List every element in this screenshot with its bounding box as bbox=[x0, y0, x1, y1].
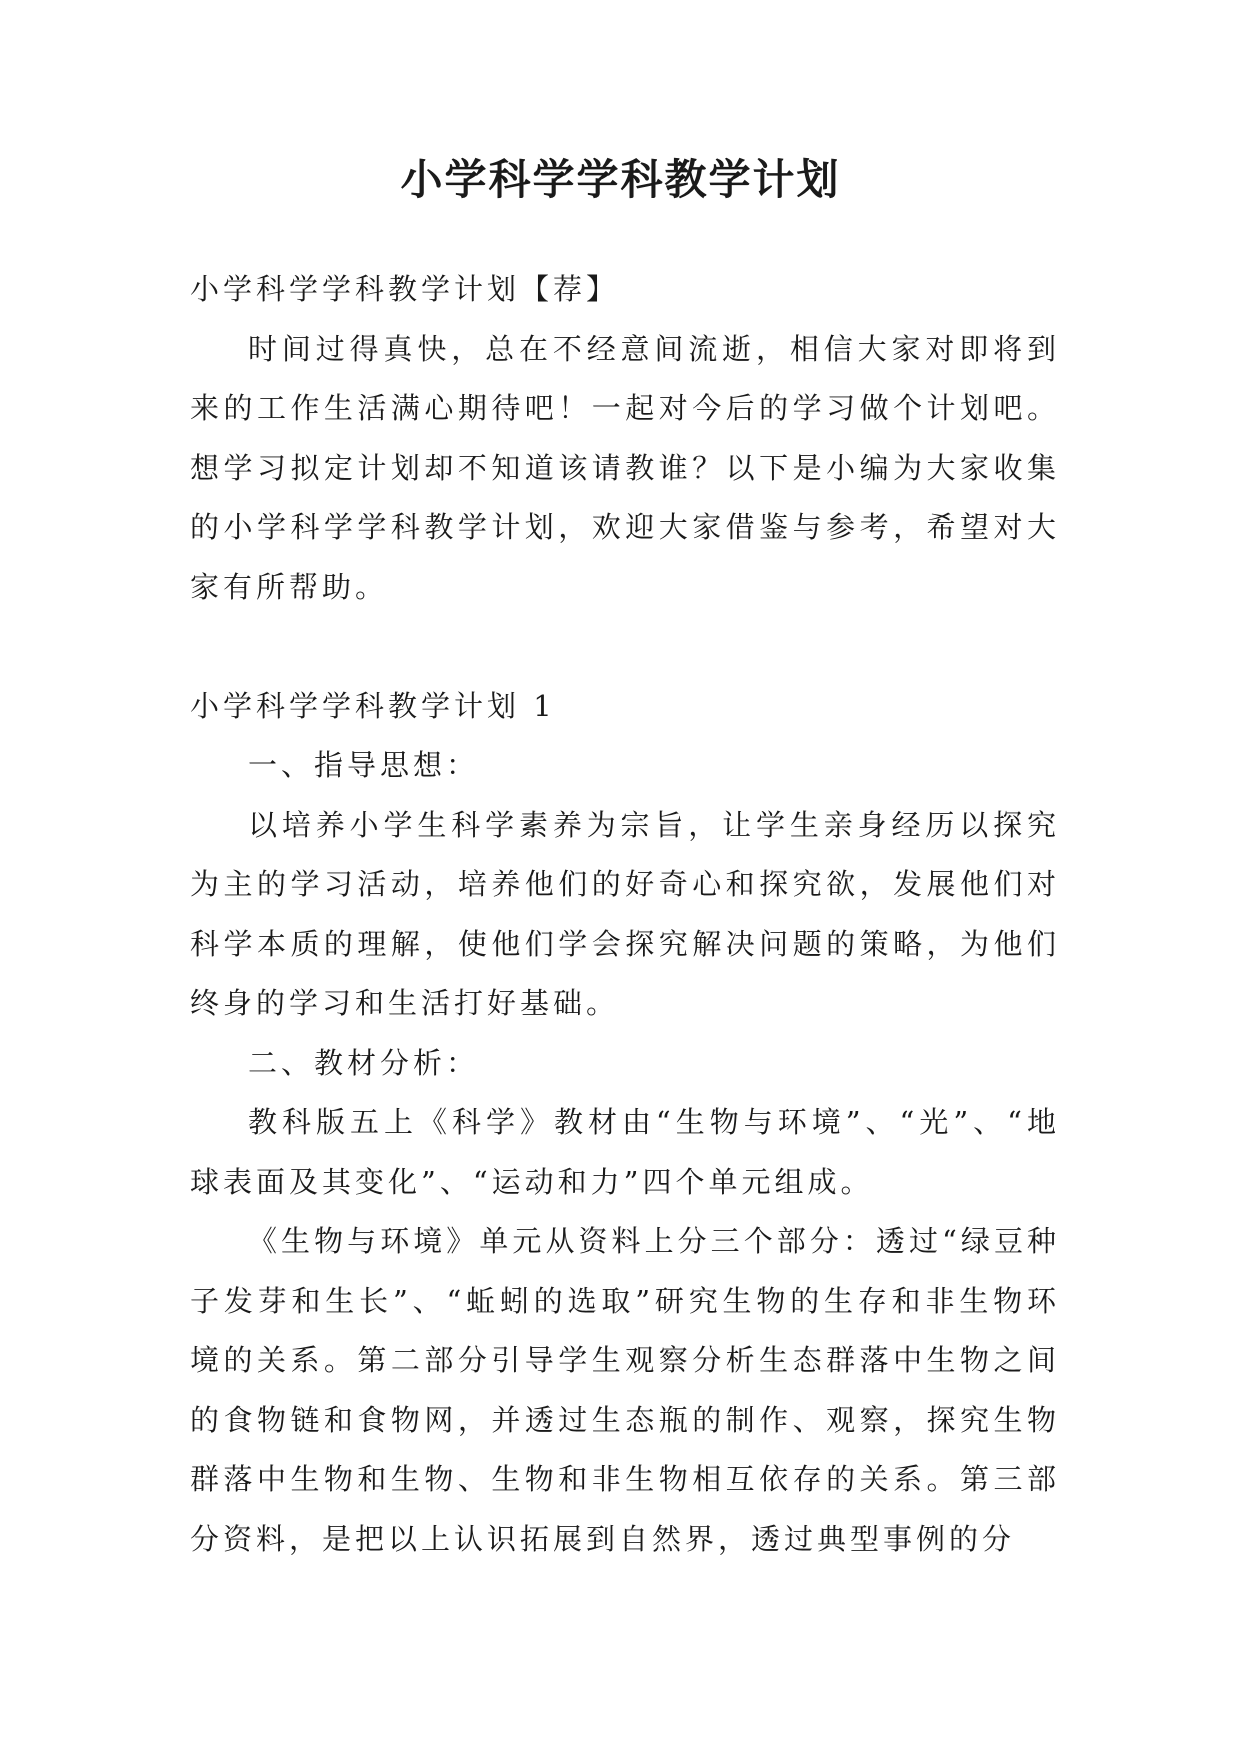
part2-heading: 二、教材分析： bbox=[248, 1045, 480, 1080]
paragraph-spacer bbox=[190, 617, 1060, 677]
part1-paragraph: 以培养小学生科学素养为宗旨，让学生亲身经历以探究为主的学习活动，培养他们的好奇心和探究欲，发展他们对科学本质的理解，使他们学会探究解决问题的策略，为他们终身的学习和生活打好基础。 bbox=[190, 807, 1060, 1020]
document-body bbox=[190, 260, 1060, 1569]
intro-paragraph: 时间过得真快，总在不经意间流逝，相信大家对即将到来的工作生活满心期待吧！一起对今后的学习做个计划吧。想学习拟定计划却不知道该请教谁？以下是小编为大家收集的小学科学学科教学计划，欢迎大家借鉴与参考，希望对大家有所帮助。 bbox=[190, 331, 1060, 604]
part2-paragraph-1: 教科版五上《科学》教材由“生物与环境”、“光”、“地球表面及其变化”、“运动和力”四个单元组成。 bbox=[190, 1105, 1060, 1199]
section-heading: 小学科学学科教学计划 1 bbox=[190, 688, 556, 723]
document-subtitle: 小学科学学科教学计划【荐】 bbox=[190, 272, 620, 306]
part2-paragraph-2: 《生物与环境》单元从资料上分三个部分：透过“绿豆种子发芽和生长”、“蚯蚓的选取”研究生物的生存和非生物环境的关系。第二部分引导学生观察分析生态群落中生物之间的食物链和食物网，并透过生态瓶的制作、观察，探究生物群落中生物和生物、生物和非生物相互依存的关系。第三部分资料，是把以上认识拓展到自然界，透过典型事例的分 bbox=[190, 1224, 1060, 1556]
document-title: 小学科学学科教学计划 bbox=[400, 155, 841, 204]
part1-heading: 一、指导思想： bbox=[248, 748, 480, 782]
